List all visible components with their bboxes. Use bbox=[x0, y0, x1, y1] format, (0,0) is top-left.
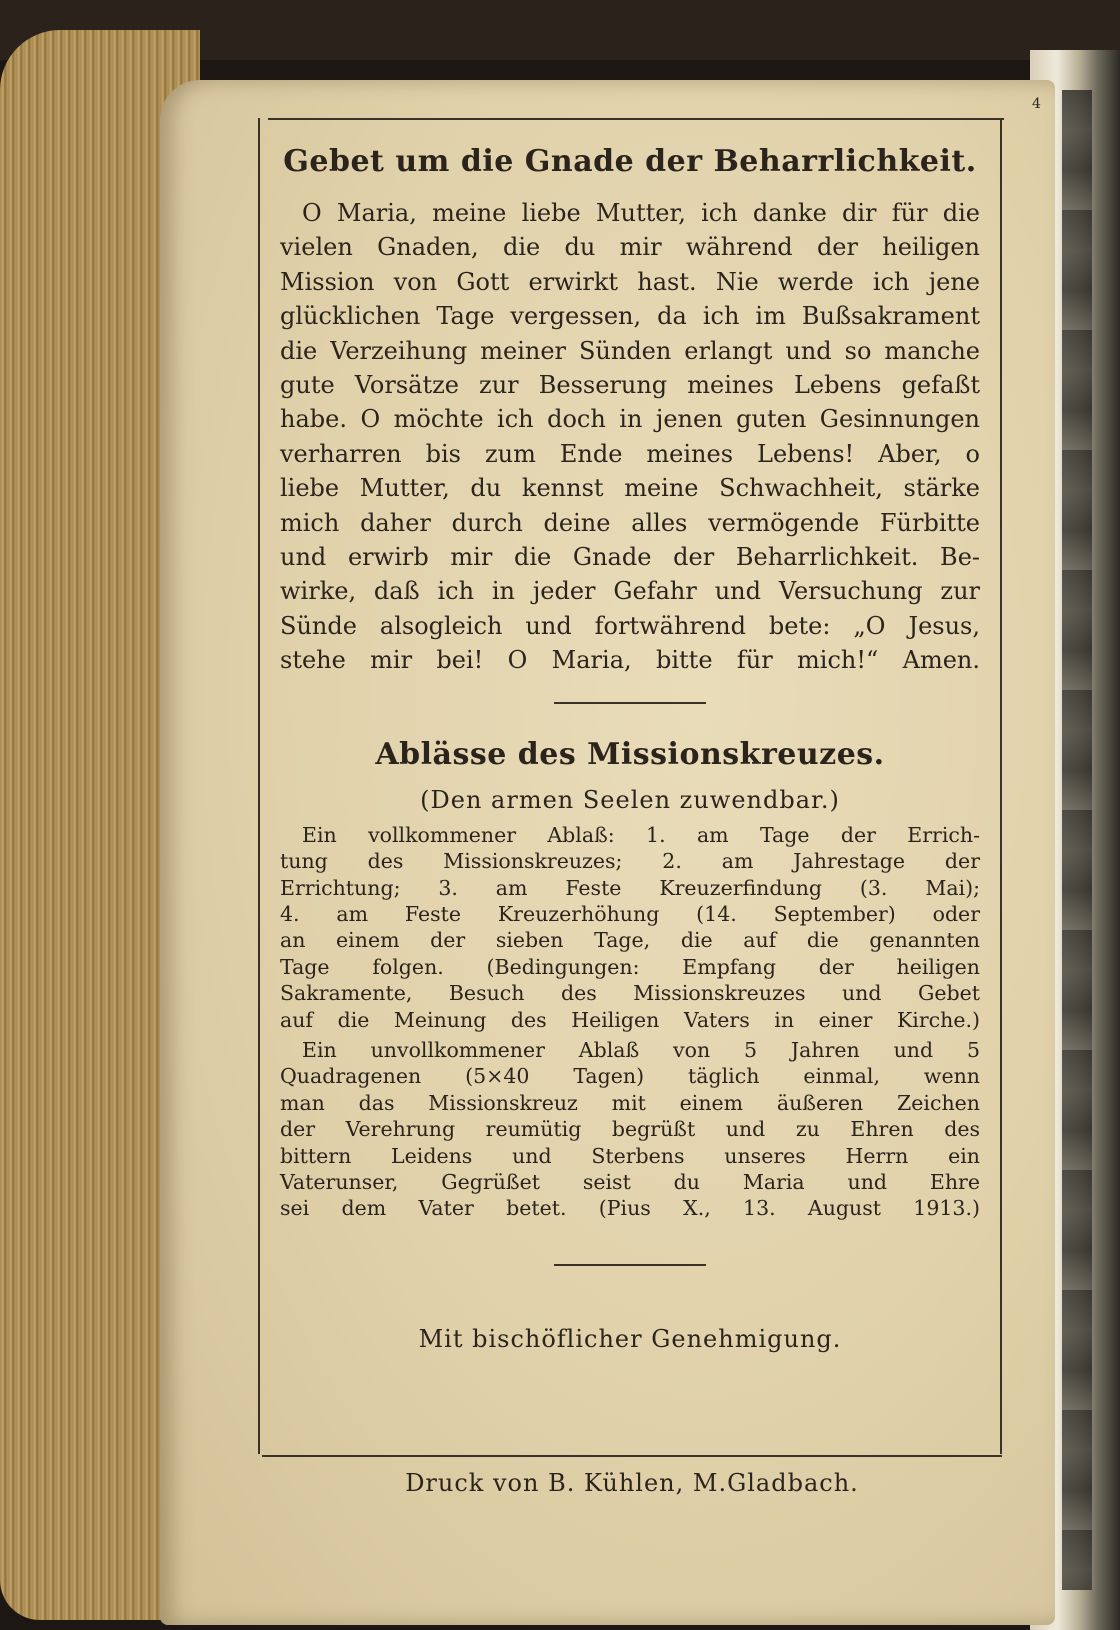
text-line: Quadragenen (5×40 Tagen) täglich einmal, wenn bbox=[280, 1064, 980, 1089]
text-line: bittern Leidens und Sterbens unseres Herrn ein bbox=[280, 1143, 980, 1168]
text-line: verharren bis zum Ende meines Lebens! Aber, o bbox=[280, 439, 980, 468]
text-line: und erwirb mir die Gnade der Beharrlichkeit. Be- bbox=[280, 543, 980, 572]
section-divider bbox=[554, 1264, 706, 1266]
text-line: Sakramente, Besuch des Missionskreuzes und Gebet bbox=[280, 981, 980, 1006]
text-column bbox=[280, 140, 980, 1356]
text-line: O Maria, meine liebe Mutter, ich danke dir für die bbox=[302, 199, 980, 227]
text-line: wirke, daß ich in jeder Gefahr und Versuchung zur bbox=[280, 577, 980, 606]
text-line: glücklichen Tage vergessen, da ich im Bußsakrament bbox=[280, 302, 980, 331]
episcopal-approval: Mit bischöflicher Genehmigung. bbox=[418, 1324, 842, 1353]
text-line: tung des Missionskreuzes; 2. am Jahrestage der bbox=[280, 849, 980, 874]
text-line: Errichtung; 3. am Feste Kreuzerfindung (3. Mai); bbox=[280, 875, 980, 900]
text-line: sei dem Vater betet. (Pius X., 13. August 1913.) bbox=[280, 1196, 980, 1221]
prayer-title: Gebet um die Gnade der Beharrlichkeit. bbox=[283, 144, 977, 179]
prayer-text bbox=[280, 196, 980, 678]
text-line: 4. am Feste Kreuzerhöhung (14. September) oder bbox=[280, 901, 980, 926]
text-line: habe. O möchte ich doch in jenen guten Gesinnungen bbox=[280, 405, 980, 434]
indulgence-subtitle: (Den armen Seelen zuwendbar.) bbox=[420, 785, 840, 814]
text-line: mich daher durch deine alles vermögende Fürbitte bbox=[280, 508, 980, 537]
text-line: Tage folgen. (Bedingungen: Empfang der heiligen bbox=[280, 954, 980, 979]
text-line: der Verehrung reumütig begrüßt und zu Ehren des bbox=[280, 1117, 980, 1142]
text-line: Mission von Gott erwirkt hast. Nie werde ich jene bbox=[280, 267, 980, 296]
text-line: gute Vorsätze zur Besserung meines Lebens gefaßt bbox=[280, 371, 980, 400]
page-number: 4 bbox=[1032, 96, 1041, 112]
plenary-indulgence-text bbox=[280, 822, 980, 1033]
text-line: stehe mir bei! O Maria, bitte für mich!“ Amen. bbox=[280, 646, 980, 675]
indulgence-title: Ablässe des Missionskreuzes. bbox=[375, 736, 885, 772]
text-line: vielen Gnaden, die du mir während der heiligen bbox=[280, 233, 980, 262]
text-line: liebe Mutter, du kennst meine Schwachheit, stärke bbox=[280, 474, 980, 503]
text-line: Ein vollkommener Ablaß: 1. am Tage der Errich- bbox=[302, 822, 980, 847]
text-line: man das Missionskreuz mit einem äußeren Zeichen bbox=[280, 1090, 980, 1115]
text-line: Ein unvollkommener Ablaß von 5 Jahren und 5 bbox=[302, 1037, 980, 1062]
printer-imprint: Druck von B. Kühlen, M.Gladbach. bbox=[405, 1469, 859, 1497]
partial-indulgence-text bbox=[280, 1037, 980, 1222]
frame-bottom-rule bbox=[262, 1455, 1002, 1457]
text-line: Vaterunser, Gegrüßet seist du Maria und Ehre bbox=[280, 1169, 980, 1194]
text-line: die Verzeihung meiner Sünden erlangt und so manche bbox=[280, 336, 980, 365]
text-line: an einem der sieben Tage, die auf die genannten bbox=[280, 928, 980, 953]
section-divider bbox=[554, 702, 706, 704]
text-line: Sünde alsogleich und fortwährend bete: „O Jesus, bbox=[280, 611, 980, 640]
spine-damage bbox=[1062, 90, 1092, 1590]
text-line: auf die Meinung des Heiligen Vaters in einer Kirche.) bbox=[280, 1007, 980, 1032]
